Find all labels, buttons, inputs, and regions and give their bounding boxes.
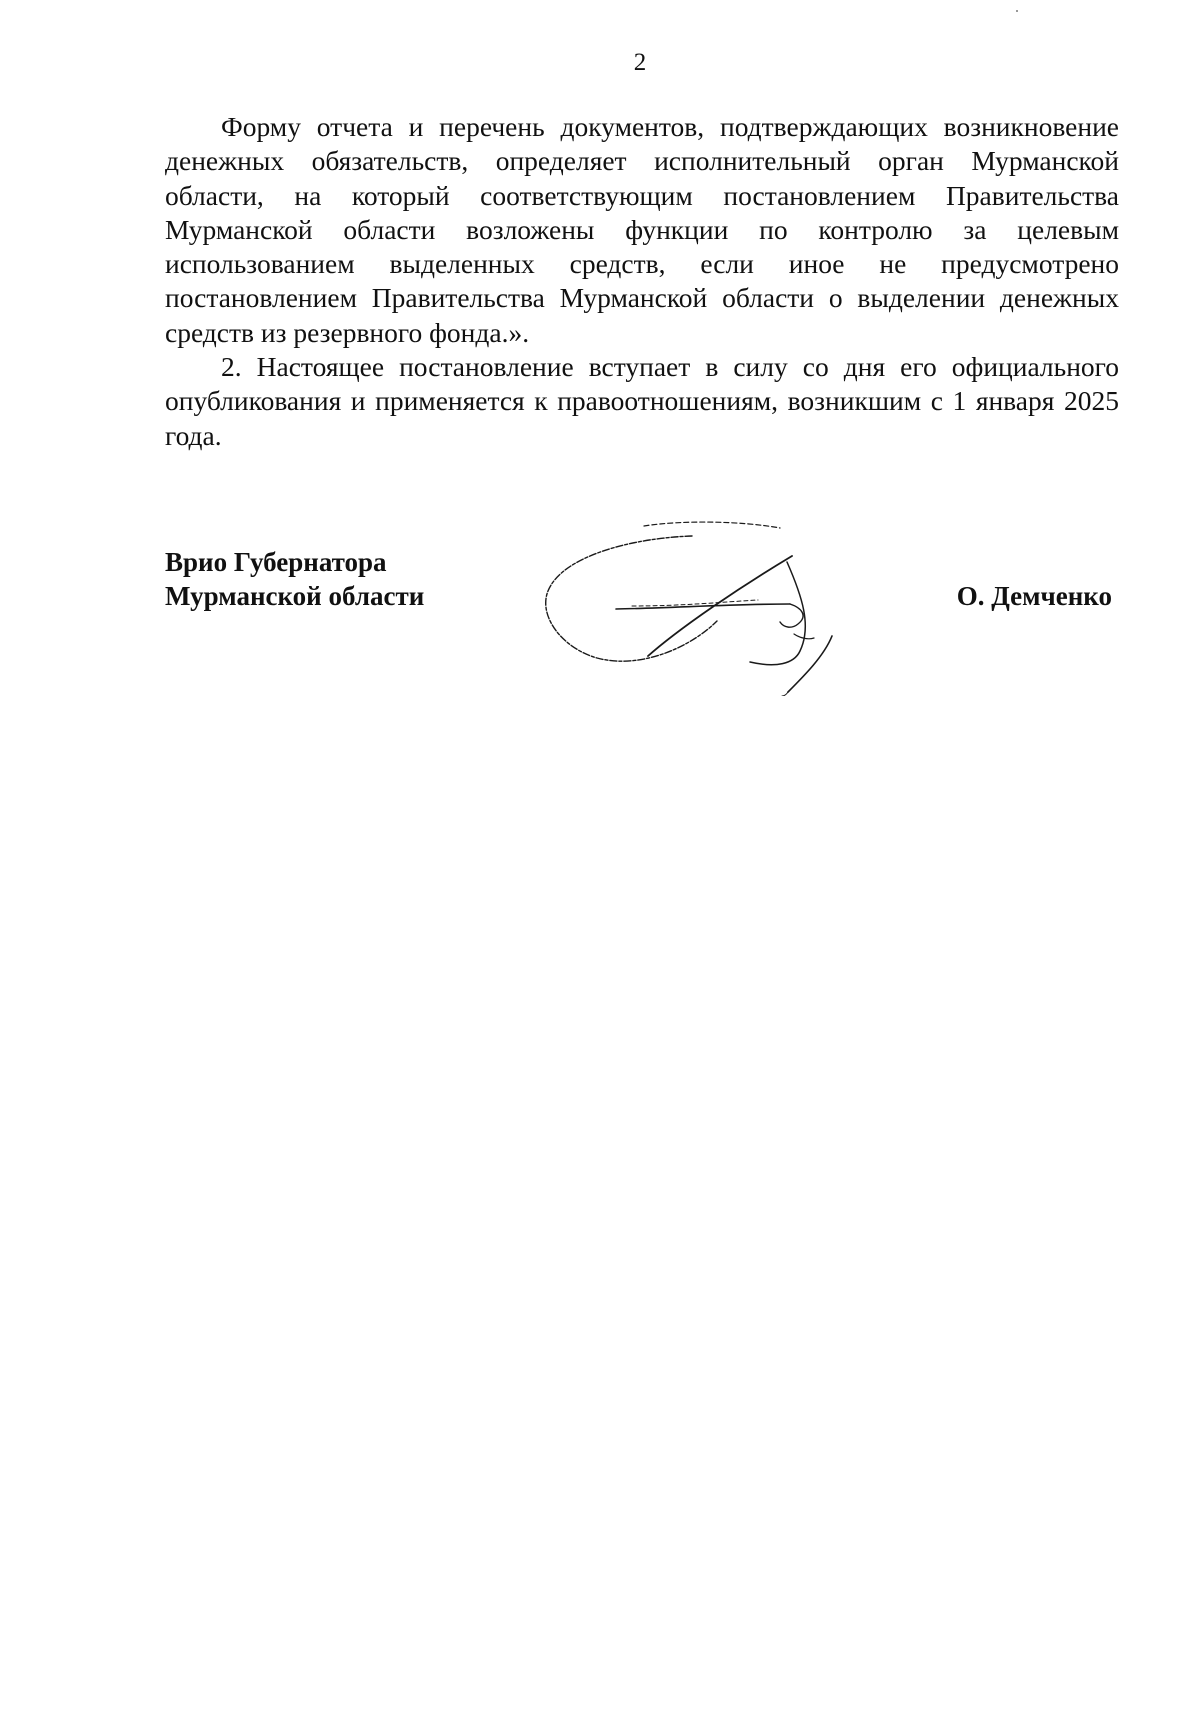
signer-position-line-2: Мурманской области	[165, 581, 425, 611]
handwritten-signature-icon	[532, 516, 872, 696]
signer-name: О. Демченко	[956, 581, 1112, 611]
signer-position	[165, 545, 424, 613]
document-body	[165, 110, 1119, 453]
paragraph-entry-into-force: 2. Настоящее постановление вступает в силу со дня его официального опубликования и применяется к правоотношениям, возникшим с 1 января 2025 года.	[165, 351, 1119, 451]
paragraph-report-form: Форму отчета и перечень документов, подтверждающих возникновение денежных обязательств, определяет исполнительный орган Мурманской области, на который соответствующим постановлением Правительства Мурманской области возложены функции по контролю за целевым использованием выделенных средств, если иное не предусмотрено постановлением Правительства Мурманской области о выделении денежных средств из резервного фонда.».	[165, 111, 1119, 348]
scan-speck	[1016, 10, 1018, 12]
page-number: 2	[633, 49, 647, 76]
signer-position-line-1: Врио Губернатора	[165, 547, 387, 577]
